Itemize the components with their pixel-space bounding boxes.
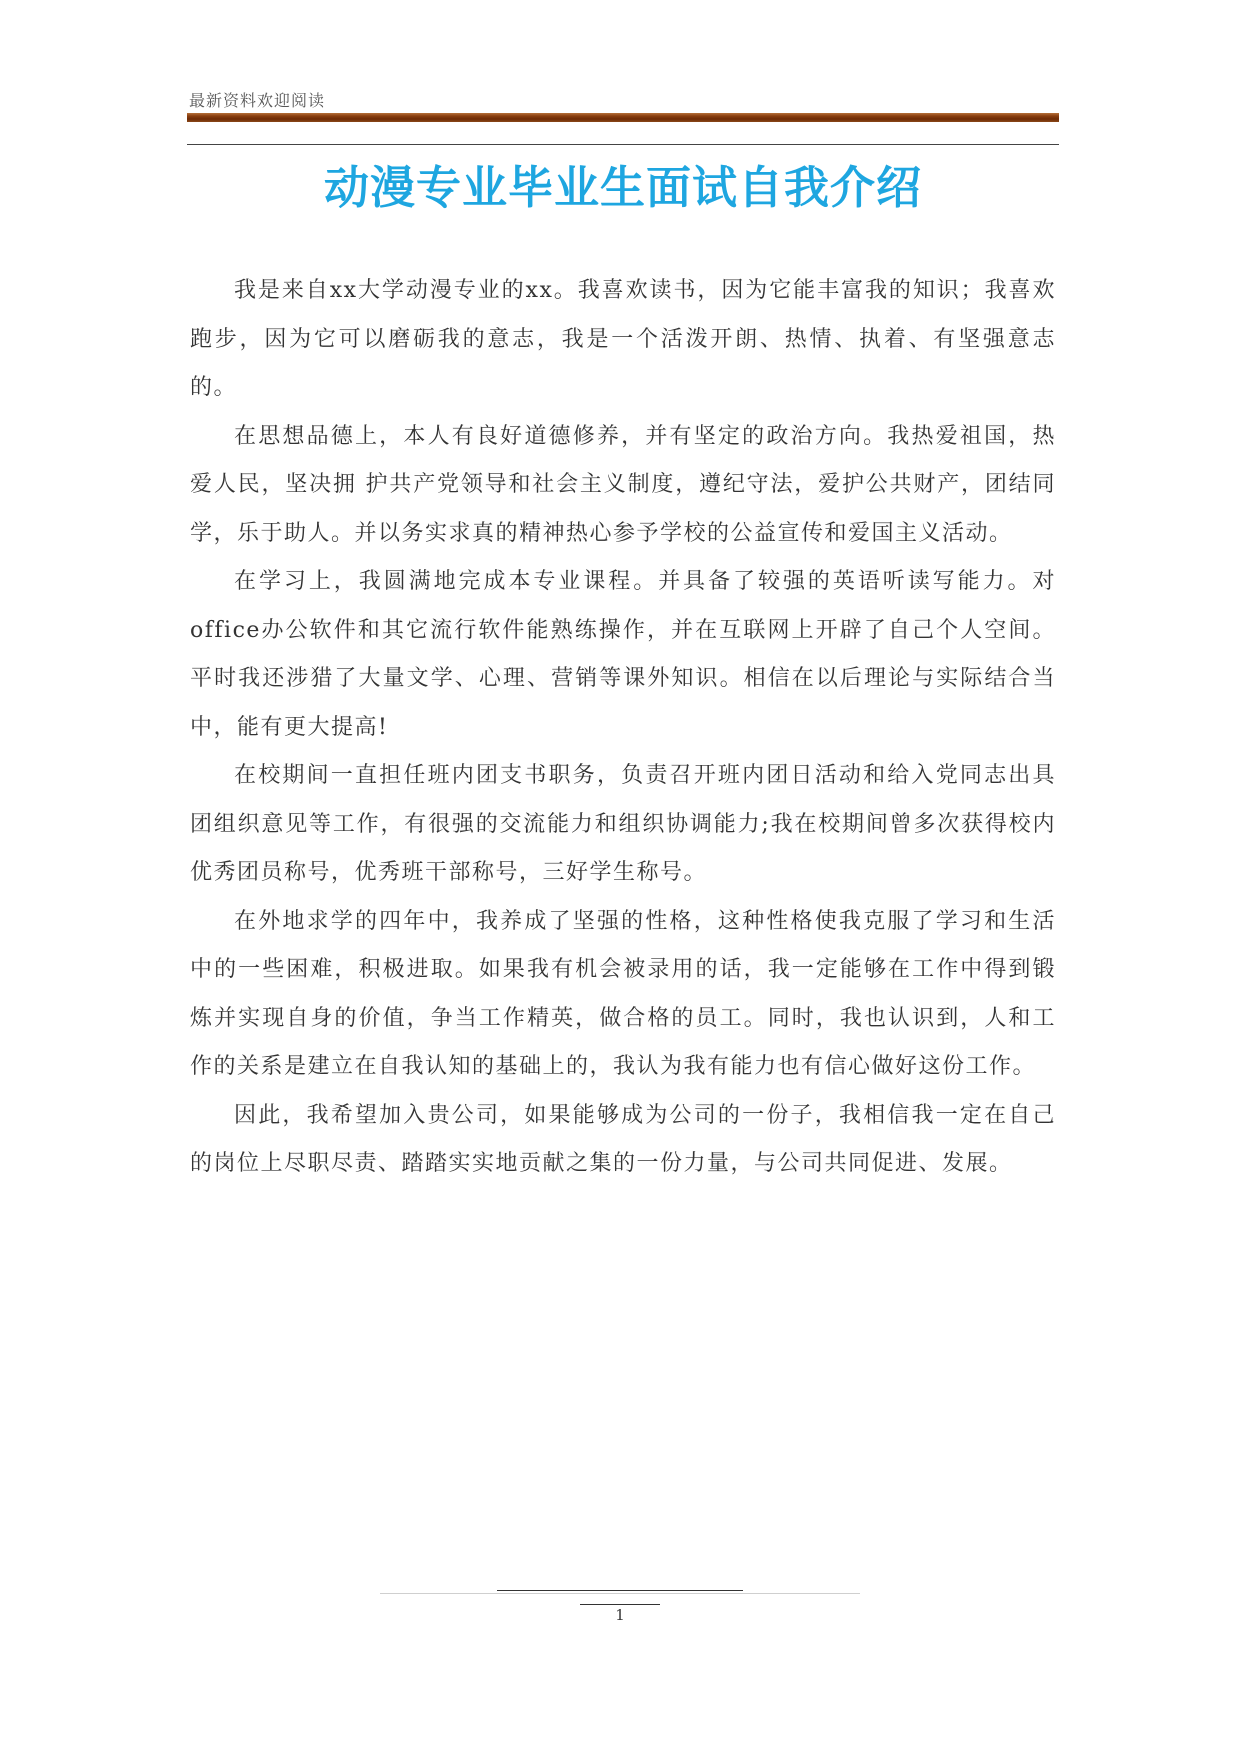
paragraph-1: 我是来自xx大学动漫专业的xx。我喜欢读书，因为它能丰富我的知识；我喜欢跑步，因为它可以磨砺我的意志，我是一个活泼开朗、热情、执着、有坚强意志的。 [190,278,1056,400]
paragraph-6: 因此，我希望加入贵公司，如果能够成为公司的一份子，我相信我一定在自己的岗位上尽职尽责、踏踏实实地贡献之集的一份力量，与公司共同促进、发展。 [190,1102,1056,1176]
footer-rule-light [380,1593,860,1594]
footer-rule-short [580,1604,660,1605]
document-body [190,267,1056,1189]
paragraph-2: 在思想品德上，本人有良好道德修养，并有坚定的政治方向。我热爱祖国，热爱人民，坚决拥 护共产党领导和社会主义制度，遵纪守法，爱护公共财产，团结同学，乐于助人。并以务实求真的精神热心参予学校的公益宣传和爱国主义活动。 [190,423,1056,546]
footer-rule-dark [497,1590,743,1591]
paragraph-3: 在学习上，我圆满地完成本专业课程。并具备了较强的英语听读写能力。对office办公软件和其它流行软件能熟练操作，并在互联网上开辟了自己个人空间。平时我还涉猎了大量文学、心理、营销等课外知识。相信在以后理论与实际结合当中，能有更大提高! [190,569,1056,740]
paragraph-5: 在外地求学的四年中，我养成了坚强的性格，这种性格使我克服了学习和生活中的一些困难，积极进取。如果我有机会被录用的话，我一定能够在工作中得到锻炼并实现自身的价值，争当工作精英，做合格的员工。同时，我也认识到，人和工作的关系是建立在自我认知的基础上的，我认为我有能力也有信心做好这份工作。 [190,908,1056,1079]
page-number: 1 [615,1606,625,1624]
paragraph-4: 在校期间一直担任班内团支书职务，负责召开班内团日活动和给入党同志出具团组织意见等工作，有很强的交流能力和组织协调能力;我在校期间曾多次获得校内优秀团员称号，优秀班干部称号，三好学生称号。 [190,763,1056,885]
header-rule-thick [187,113,1059,122]
header-rule-thin [187,144,1059,145]
document-title: 动漫专业毕业生面试自我介绍 [323,161,922,214]
header-text: 最新资料欢迎阅读 [189,91,326,110]
